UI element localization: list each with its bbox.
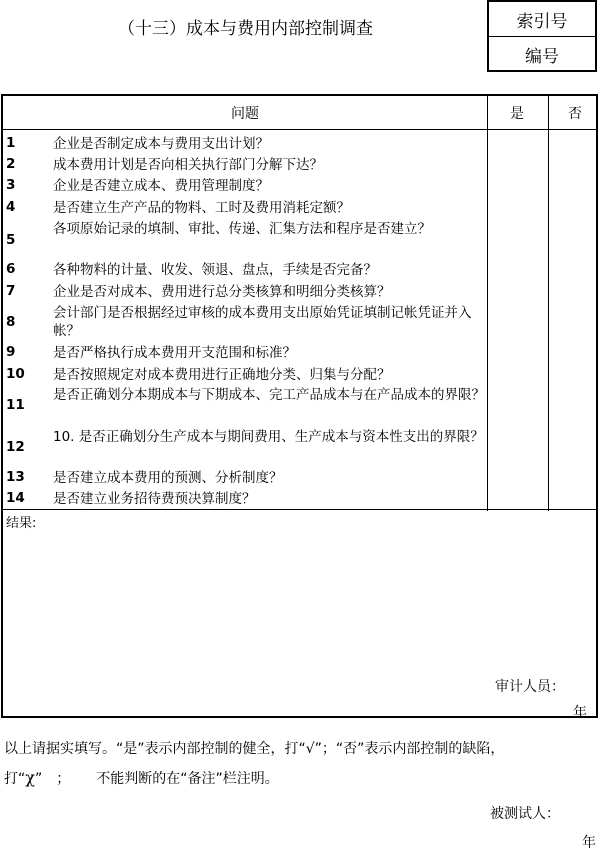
instruction-remark: 不能判断的在“备注”栏注明。 <box>96 771 279 787</box>
question-text: 10. 是否正确划分生产成本与期间费用、生产成本与资本性支出的界限？ <box>53 429 484 445</box>
row-number: 12 <box>6 439 25 455</box>
table-header <box>3 96 596 130</box>
no-column-header: 否 <box>568 106 582 122</box>
question-text: 是否严格执行成本费用开支范围和标准？ <box>53 345 296 361</box>
question-text: 是否建立生产产品的物料、工时及费用消耗定额？ <box>53 200 350 216</box>
instruction-prefix: 打“ <box>4 771 26 787</box>
question-text: 是否正确划分本期成本与下期成本、完工产品成本与在产品成本的界限？ <box>53 387 485 403</box>
audit-year-label: 年 <box>573 705 587 721</box>
question-text: 企业是否制定成本与费用支出计划？ <box>53 136 269 152</box>
question-text: 各项原始记录的填制、审批、传递、汇集方法和程序是否建立？ <box>53 221 431 237</box>
row-number: 14 <box>6 490 25 506</box>
question-column-header: 问题 <box>231 106 259 122</box>
control-survey-table <box>1 94 598 721</box>
row-number: 2 <box>6 156 16 172</box>
question-text: 是否按照规定对成本费用进行正确地分类、归集与分配？ <box>53 367 391 383</box>
row-number: 11 <box>6 397 25 413</box>
row-number: 6 <box>6 261 16 277</box>
row-number: 3 <box>6 177 16 193</box>
row-number: 10 <box>6 366 25 382</box>
question-text: 企业是否对成本、费用进行总分类核算和明细分类核算？ <box>53 284 391 300</box>
instruction-quote-close: ” <box>34 771 43 787</box>
instruction-separator: ； <box>56 771 71 787</box>
row-number: 8 <box>6 314 16 330</box>
index-number-field[interactable]: 索引号 <box>516 11 568 32</box>
row-number: 7 <box>6 283 16 299</box>
row-number: 9 <box>6 344 16 360</box>
question-text: 各种物料的计量、收发、领退、盘点，手续是否完备？ <box>53 262 377 278</box>
row-number: 4 <box>6 199 16 215</box>
serial-number-field[interactable]: 编号 <box>489 36 595 71</box>
yes-column-header: 是 <box>510 106 524 122</box>
row-number: 13 <box>6 469 25 485</box>
auditor-label: 审计人员： <box>495 679 565 695</box>
instruction-line-1: 以上请据实填写。“是”表示内部控制的健全，打“√”；“否”表示内部控制的缺陷， <box>4 741 505 757</box>
index-box <box>487 0 597 72</box>
question-text: 是否建立业务招待费预决算制度？ <box>53 491 256 507</box>
column-divider-yes <box>487 96 488 511</box>
question-text: 会计部门是否根据经过审核的成本费用支出原始凭证填制记帐凭证并入帐？ <box>53 305 472 339</box>
row-number: 5 <box>6 232 16 248</box>
instruction-line-2 <box>4 768 279 788</box>
question-text: 是否建立成本费用的预测、分析制度？ <box>53 470 283 486</box>
tested-person-label: 被测试人： <box>490 806 560 822</box>
result-divider <box>3 509 596 510</box>
question-text: 企业是否建立成本、费用管理制度？ <box>53 178 269 194</box>
page-title: （十三）成本与费用内部控制调查 <box>118 19 373 39</box>
column-divider-no <box>548 96 549 511</box>
tested-year-label: 年 <box>582 835 596 851</box>
row-number: 1 <box>6 135 16 151</box>
cross-mark-symbol: χ <box>25 768 35 787</box>
question-text: 成本费用计划是否向相关执行部门分解下达？ <box>53 157 323 173</box>
result-label: 结果: <box>6 516 37 531</box>
